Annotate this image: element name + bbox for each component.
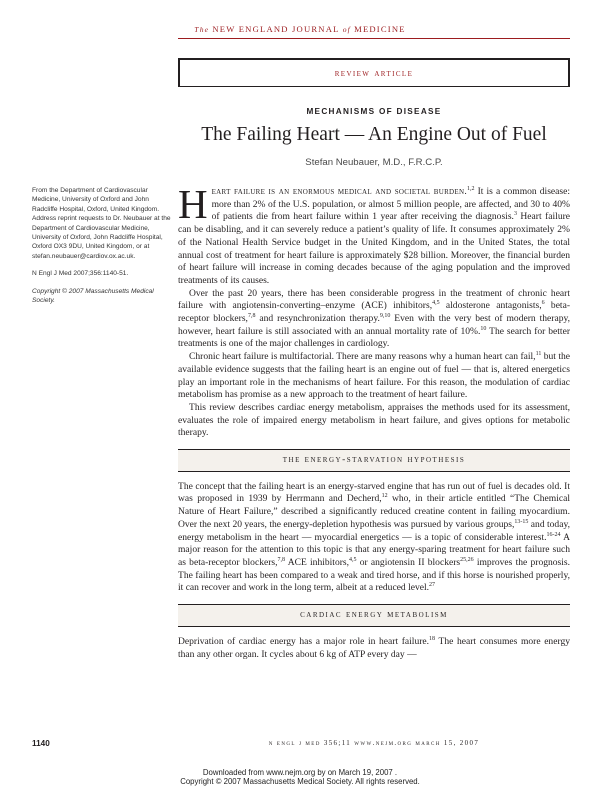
reference-sup: 4,5 <box>432 300 440 307</box>
download-line: Downloaded from www.nejm.org by on March 19, 2007 . <box>202 768 398 777</box>
paragraph-3 <box>178 351 570 402</box>
author-line: Stefan Neubauer, M.D., F.R.C.P. <box>305 157 443 168</box>
article-body <box>178 181 571 661</box>
text-run: Chronic heart failure is multifactorial. There are many reasons why a human heart can fail, <box>189 351 536 363</box>
text-run: It is a common disease: more than 2% of the U.S. population, or almost 5 million people, are affected, and 30 to 40% of patients die from heart failure within 1 year after receiving the diagnosis. <box>211 186 570 223</box>
reference-sup: 4,5 <box>349 556 357 563</box>
footer-journal-info: n engl j med 356;11 www.nejm.org march 15, 2007 <box>268 740 480 747</box>
text-run: and resynchronization therapy. <box>255 313 380 325</box>
series-label: MECHANISMS OF DISEASE <box>306 107 442 116</box>
article-type-box <box>178 58 570 87</box>
journal-header-medicine: MEDICINE <box>354 24 406 34</box>
reference-sup: 7,8 <box>277 556 285 563</box>
header-rule <box>178 38 570 39</box>
paragraph-6 <box>178 636 570 661</box>
reference-sup: 27 <box>429 582 436 589</box>
reference-sup: 10 <box>480 325 487 332</box>
reference-sup: 12 <box>381 493 388 500</box>
text-run: aldosterone antagonists, <box>439 300 542 312</box>
text-run: Over the past 20 years, there has been considerable progress in the treatment of chronic heart failure with angiotensin-converting–enzyme (ACE) inhibitors, <box>178 287 570 312</box>
text-run: beta-receptor blockers, <box>178 300 570 325</box>
citation: N Engl J Med 2007;356:1140-51. <box>32 270 129 278</box>
lead-in: eart failure is an enormous medical and societal burden. <box>211 186 468 197</box>
download-copyright: Copyright © 2007 Massachusetts Medical Society. All rights reserved. <box>180 777 420 787</box>
text-run: Even with the very best of modern therapy, however, heart failure is still associated with an annual mortality rate of 10%. <box>178 313 571 337</box>
reference-sup: 16-24 <box>546 531 561 538</box>
text-run: who, in their article entitled “The Chemical Nature of Heart Failure,” described a significantly reduced creatine content in failing myocardium. Over the next 20 years, the energy-depletion hypothesis was pursued by various groups, <box>178 493 570 530</box>
affiliation-note: From the Department of Cardiovascular Medicine, University of Oxford and John Radcliffe Hospital, Oxford, United Kingdom. Address reprint requests to Dr. Neubauer at the Department of Cardiovascular Medicine, University of Oxford, John Radcliffe Hospital, Oxford OX3 9DU, United Kingdom, or at stefan.neubauer@cardiov.ox.ac.uk. <box>32 187 171 260</box>
sidebar <box>32 186 172 305</box>
section-heading-energy-starvation: the energy-starvation hypothesis <box>178 449 570 472</box>
text-run: but the available evidence suggests that the failing heart is an engine out of fuel — that is, altered energetics play an important role in the mechanisms of heart failure. For this reason, the modulation of cardiac metabolism has promise as a new approach to the treatment of heart failure. <box>178 351 570 401</box>
section-heading-cardiac-energy: cardiac energy metabolism <box>178 604 570 627</box>
text-run: Heart failure can be disabling, and it can severely reduce a patient’s quality of life. It consumes approximately 2% of the National Health Service budget in the United Kingdom, and in the United States, the total annual cost of treatment for heart failure is approximately $28 billion. Moreover, the financial burden of heart failure will increase in coming decades because of the aging population and the improved treatments of its causes. <box>178 211 571 286</box>
text-run: and today, energy metabolism in the heart — myocardial energetics — is a topic of considerable interest. <box>178 518 570 543</box>
paragraph-5 <box>178 481 570 595</box>
text-run: or angiotensin II blockers <box>356 556 461 568</box>
text-run: improves the prognosis. The failing heart has been compared to a weak and tired horse, and if this horse is nourished properly, it can recover and work in the long term, albeit at a reduced level. <box>178 556 571 594</box>
reference-sup: 18 <box>429 635 436 642</box>
journal-header-of: of <box>342 25 351 34</box>
paragraph-4: This review describes cardiac energy metabolism, appraises the methods used for its assessment, evaluates the role of impaired energy metabolism in heart failure, and gives options for metabolic therapy. <box>178 401 570 439</box>
journal-header-prefix: The <box>194 25 210 34</box>
paragraph-2 <box>178 288 570 352</box>
journal-header-name: NEW ENGLAND JOURNAL <box>212 24 340 34</box>
reference-sup: 25,26 <box>460 556 474 563</box>
text-run: The search for better treatments is one of the major challenges in cardiology. <box>178 325 570 350</box>
text-run: ACE inhibitors, <box>285 556 350 568</box>
text-run: The concept that the failing heart is an energy-starved engine that has run out of fuel is decades old. It was proposed in 1939 by Herrmann and Decherd, <box>178 480 570 505</box>
reference-sup: 9,10 <box>379 312 391 319</box>
text-run: Deprivation of cardiac energy has a major role in heart failure. <box>178 635 430 647</box>
article-type: review article <box>334 67 414 79</box>
download-notice <box>0 768 600 786</box>
reference-sup: 6 <box>541 300 545 307</box>
reference-sup: 7,8 <box>247 312 256 319</box>
drop-cap: H <box>178 181 208 227</box>
reference-sup: 13-15 <box>514 518 529 525</box>
text-run: The heart consumes more energy than any other organ. It cycles about 6 kg of ATP every day — <box>178 635 570 660</box>
text-run: A major reason for the attention to this topic is that any energy-sparing treatment for heart failure such as beta-receptor blockers, <box>178 531 570 568</box>
reference-sup: 3 <box>513 211 517 218</box>
sidebar-copyright: Copyright © 2007 Massachusetts Medical Society. <box>32 287 154 305</box>
journal-header <box>0 24 600 34</box>
page-number: 1140 <box>32 739 50 748</box>
article-title: The Failing Heart — An Engine Out of Fuel <box>201 124 547 145</box>
reference-sup: 11 <box>535 350 542 357</box>
paragraph-1 <box>178 181 571 288</box>
reference-sup: 1,2 <box>467 185 475 192</box>
